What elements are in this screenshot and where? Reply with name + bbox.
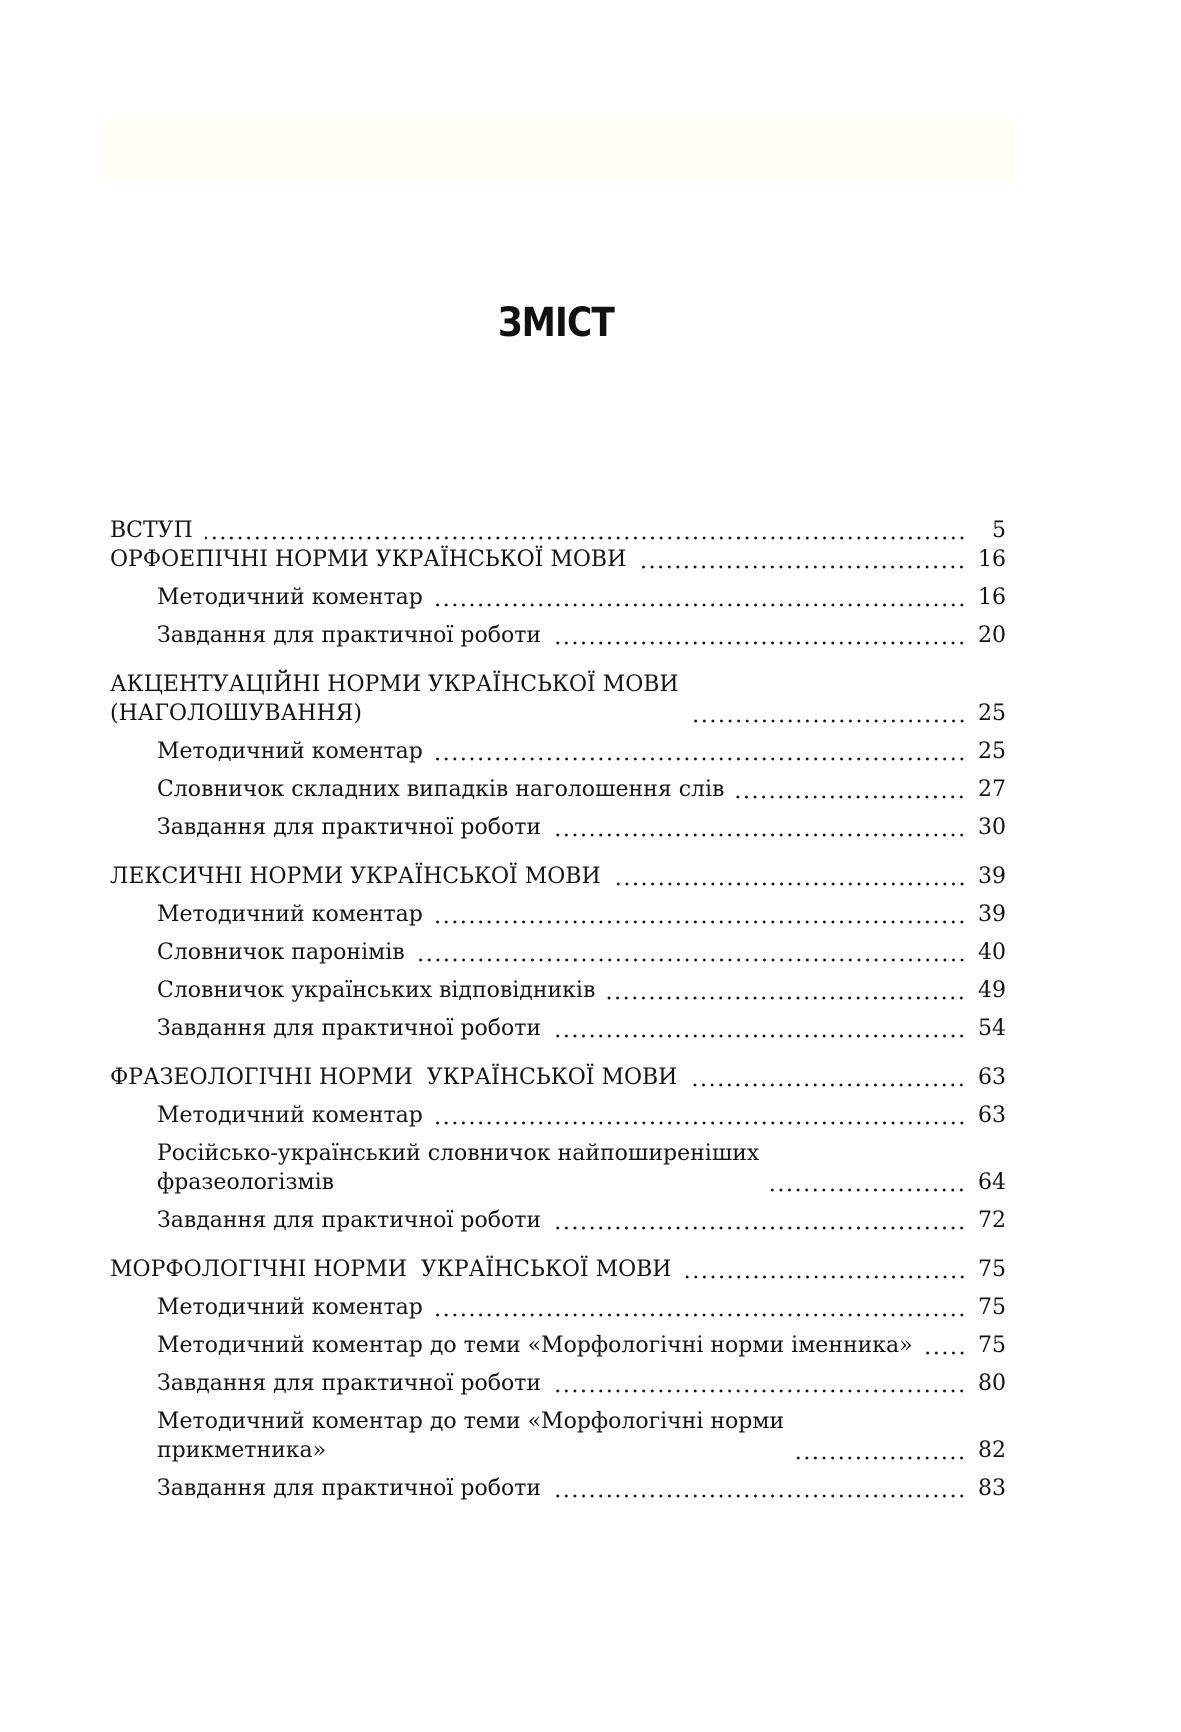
dot-leader [796,1436,966,1465]
toc-page-number: 82 [978,1438,1006,1463]
toc-entry-label-wrap [110,1063,976,1092]
toc-entry-label-wrap [110,1255,976,1284]
toc-entry-label-line: Методичний коментар до теми «Морфологічні норми [157,1409,785,1434]
dot-leader [417,938,966,967]
toc-entry-label-wrap [157,737,976,766]
toc-subentry[interactable] [110,1293,1006,1322]
toc-entry-label [157,1139,759,1197]
toc-page-number: 63 [978,1065,1006,1090]
toc-entry-label-line: Завдання для практичної роботи [157,1476,542,1501]
toc-entry-label-line: Методичний коментар [157,1295,423,1320]
toc-page-number: 75 [978,1257,1006,1282]
toc-entry-label-line: Методичний коментар [157,902,423,927]
dot-leader [553,1369,966,1398]
toc-section [110,545,1006,650]
toc-entry-label-line: Завдання для практичної роботи [157,1371,542,1396]
toc-entry-label-wrap [157,813,976,842]
dot-leader [435,1293,966,1322]
toc-subentry[interactable] [110,976,1006,1005]
toc-entry-label-line: ЛЕКСИЧНІ НОРМИ УКРАЇНСЬКОЇ МОВИ [110,864,601,889]
dot-leader [553,621,966,650]
dot-leader [638,545,966,574]
toc-entry-label-wrap [157,775,976,804]
toc-entry-label [157,1014,541,1043]
toc-subentry[interactable] [110,1369,1006,1398]
toc-entry[interactable] [110,516,1006,545]
dot-leader [553,1206,966,1235]
toc-entry-label [110,545,626,574]
toc-entry-label-line: прикметника» [157,1438,327,1463]
toc-page-number: 75 [978,1333,1006,1358]
toc-intro [110,516,1006,545]
toc-subentry[interactable] [110,621,1006,650]
toc-page-number: 39 [978,902,1006,927]
toc-page-number: 75 [978,1295,1006,1320]
page-title: ЗМІСТ [498,300,614,346]
table-of-contents [110,516,1006,1503]
toc-page-number: 30 [978,815,1006,840]
toc-entry-label [157,1206,541,1235]
toc-section-heading[interactable] [110,862,1006,891]
toc-section [110,670,1006,842]
toc-entry-label-wrap [157,976,976,1005]
dot-leader [435,583,966,612]
dot-leader [925,1331,966,1360]
toc-section-heading[interactable] [110,1063,1006,1092]
toc-page-number: 20 [978,623,1006,648]
toc-section [110,1255,1006,1503]
toc-page-number: 72 [978,1208,1006,1233]
dot-leader [607,976,966,1005]
toc-section-heading[interactable] [110,545,1006,574]
toc-entry-label-wrap [157,1331,976,1360]
toc-entry-label-line: МОРФОЛОГІЧНІ НОРМИ УКРАЇНСЬКОЇ МОВИ [110,1257,672,1282]
toc-entry-label-line: Завдання для практичної роботи [157,1208,542,1233]
toc-entry-label-wrap [157,1474,976,1503]
toc-entry-label-wrap [157,621,976,650]
toc-entry-label [110,1255,672,1284]
toc-subentry[interactable] [110,813,1006,842]
toc-entry-label [110,670,679,728]
toc-entry-label-line: фразеологізмів [157,1170,334,1195]
dot-leader [736,775,966,804]
toc-entry-label [157,1101,423,1130]
toc-page-number: 25 [978,701,1006,726]
toc-entry-label [110,1063,677,1092]
toc-entry-label-wrap [157,900,976,929]
dot-leader [435,900,966,929]
toc-entry-label [157,621,541,650]
toc-entry-label-wrap [157,1293,976,1322]
toc-section-heading[interactable] [110,670,1006,728]
toc-entry-label: ВСТУП [110,518,193,543]
toc-page-number: 5 [992,518,1006,543]
toc-entry-label-wrap [157,1206,976,1235]
toc-entry-label-wrap [110,670,976,728]
toc-entry-label [157,976,595,1005]
toc-entry-label-wrap [157,1014,976,1043]
toc-page-number: 27 [978,777,1006,802]
toc-entry-label [157,1369,541,1398]
toc-entry-label-wrap [157,583,976,612]
toc-entry-label [157,775,724,804]
toc-entry-label-line: ФРАЗЕОЛОГІЧНІ НОРМИ УКРАЇНСЬКОЇ МОВИ [110,1065,678,1090]
dot-leader [553,1474,966,1503]
toc-subentry[interactable] [110,1206,1006,1235]
dot-leader [435,737,966,766]
toc-page-number: 83 [978,1476,1006,1501]
toc-section [110,862,1006,1043]
toc-entry-label [157,1331,913,1360]
toc-entry-label [157,737,423,766]
toc-entry-label [157,583,423,612]
toc-entry-label-line: Словничок складних випадків наголошення слів [157,777,725,802]
toc-entry-label-line: Методичний коментар [157,1103,423,1128]
toc-entry-label [157,900,423,929]
toc-entry-label-line: Методичний коментар [157,739,423,764]
toc-section [110,1063,1006,1235]
toc-subentry[interactable] [110,1139,1006,1197]
toc-entry-label-line: Завдання для практичної роботи [157,815,542,840]
toc-entry-label-line: Російсько-український словничок найпоширеніших [157,1141,760,1166]
toc-entry-label-line: Завдання для практичної роботи [157,1016,542,1041]
dot-leader [689,1063,966,1092]
top-band [102,120,1015,180]
toc-entry-label-line: (НАГОЛОШУВАННЯ) [110,701,362,726]
toc-entry-label-line: Завдання для практичної роботи [157,623,542,648]
toc-entry-label [110,862,601,891]
toc-page-number: 49 [978,978,1006,1003]
toc-subentry[interactable] [110,900,1006,929]
toc-subentry[interactable] [110,938,1006,967]
dot-leader [553,813,966,842]
toc-subentry[interactable] [110,1474,1006,1503]
dot-leader [205,516,966,545]
toc-entry-label [157,1407,784,1465]
dot-leader [771,1168,966,1197]
toc-entry-label-wrap [157,1407,976,1465]
toc-page-number: 63 [978,1103,1006,1128]
toc-entry-label-wrap [157,1369,976,1398]
toc-subentry[interactable] [110,1331,1006,1360]
toc-subentry[interactable] [110,1101,1006,1130]
toc-entry-label-line: Словничок паронімів [157,940,405,965]
dot-leader [613,862,966,891]
toc-subentry[interactable] [110,737,1006,766]
toc-subentry[interactable] [110,1014,1006,1043]
toc-entry-label-line: Методичний коментар до теми «Морфологічні норми іменника» [157,1333,913,1358]
toc-entry-label-wrap [110,545,976,574]
toc-entry-label [157,1474,541,1503]
toc-section-heading[interactable] [110,1255,1006,1284]
dot-leader [435,1101,966,1130]
toc-page-number: 40 [978,940,1006,965]
toc-page-number: 25 [978,739,1006,764]
dot-leader [553,1014,966,1043]
toc-subentry[interactable] [110,583,1006,612]
dot-leader [684,1255,967,1284]
toc-entry-label [157,1293,423,1322]
toc-entry-label-wrap [157,1101,976,1130]
toc-subentry[interactable] [110,775,1006,804]
toc-entry-label-wrap [110,516,976,545]
toc-page-number: 39 [978,864,1006,889]
toc-entry-label-line: ОРФОЕПІЧНІ НОРМИ УКРАЇНСЬКОЇ МОВИ [110,547,627,572]
toc-page-number: 16 [978,585,1006,610]
toc-entry-label-wrap [157,938,976,967]
toc-entry-label-wrap [157,1139,976,1197]
toc-entry-label-line: АКЦЕНТУАЦІЙНІ НОРМИ УКРАЇНСЬКОЇ МОВИ [110,672,679,697]
toc-subentry[interactable] [110,1407,1006,1465]
toc-page-number: 16 [978,547,1006,572]
toc-entry-label [157,938,405,967]
dot-leader [691,699,966,728]
toc-entry-label [157,813,541,842]
toc-entry-label-line: Словничок українських відповідників [157,978,596,1003]
toc-entry-label-line: Методичний коментар [157,585,423,610]
toc-page-number: 64 [978,1170,1006,1195]
toc-page-number: 54 [978,1016,1006,1041]
toc-page-number: 80 [978,1371,1006,1396]
toc-entry-label-wrap [110,862,976,891]
